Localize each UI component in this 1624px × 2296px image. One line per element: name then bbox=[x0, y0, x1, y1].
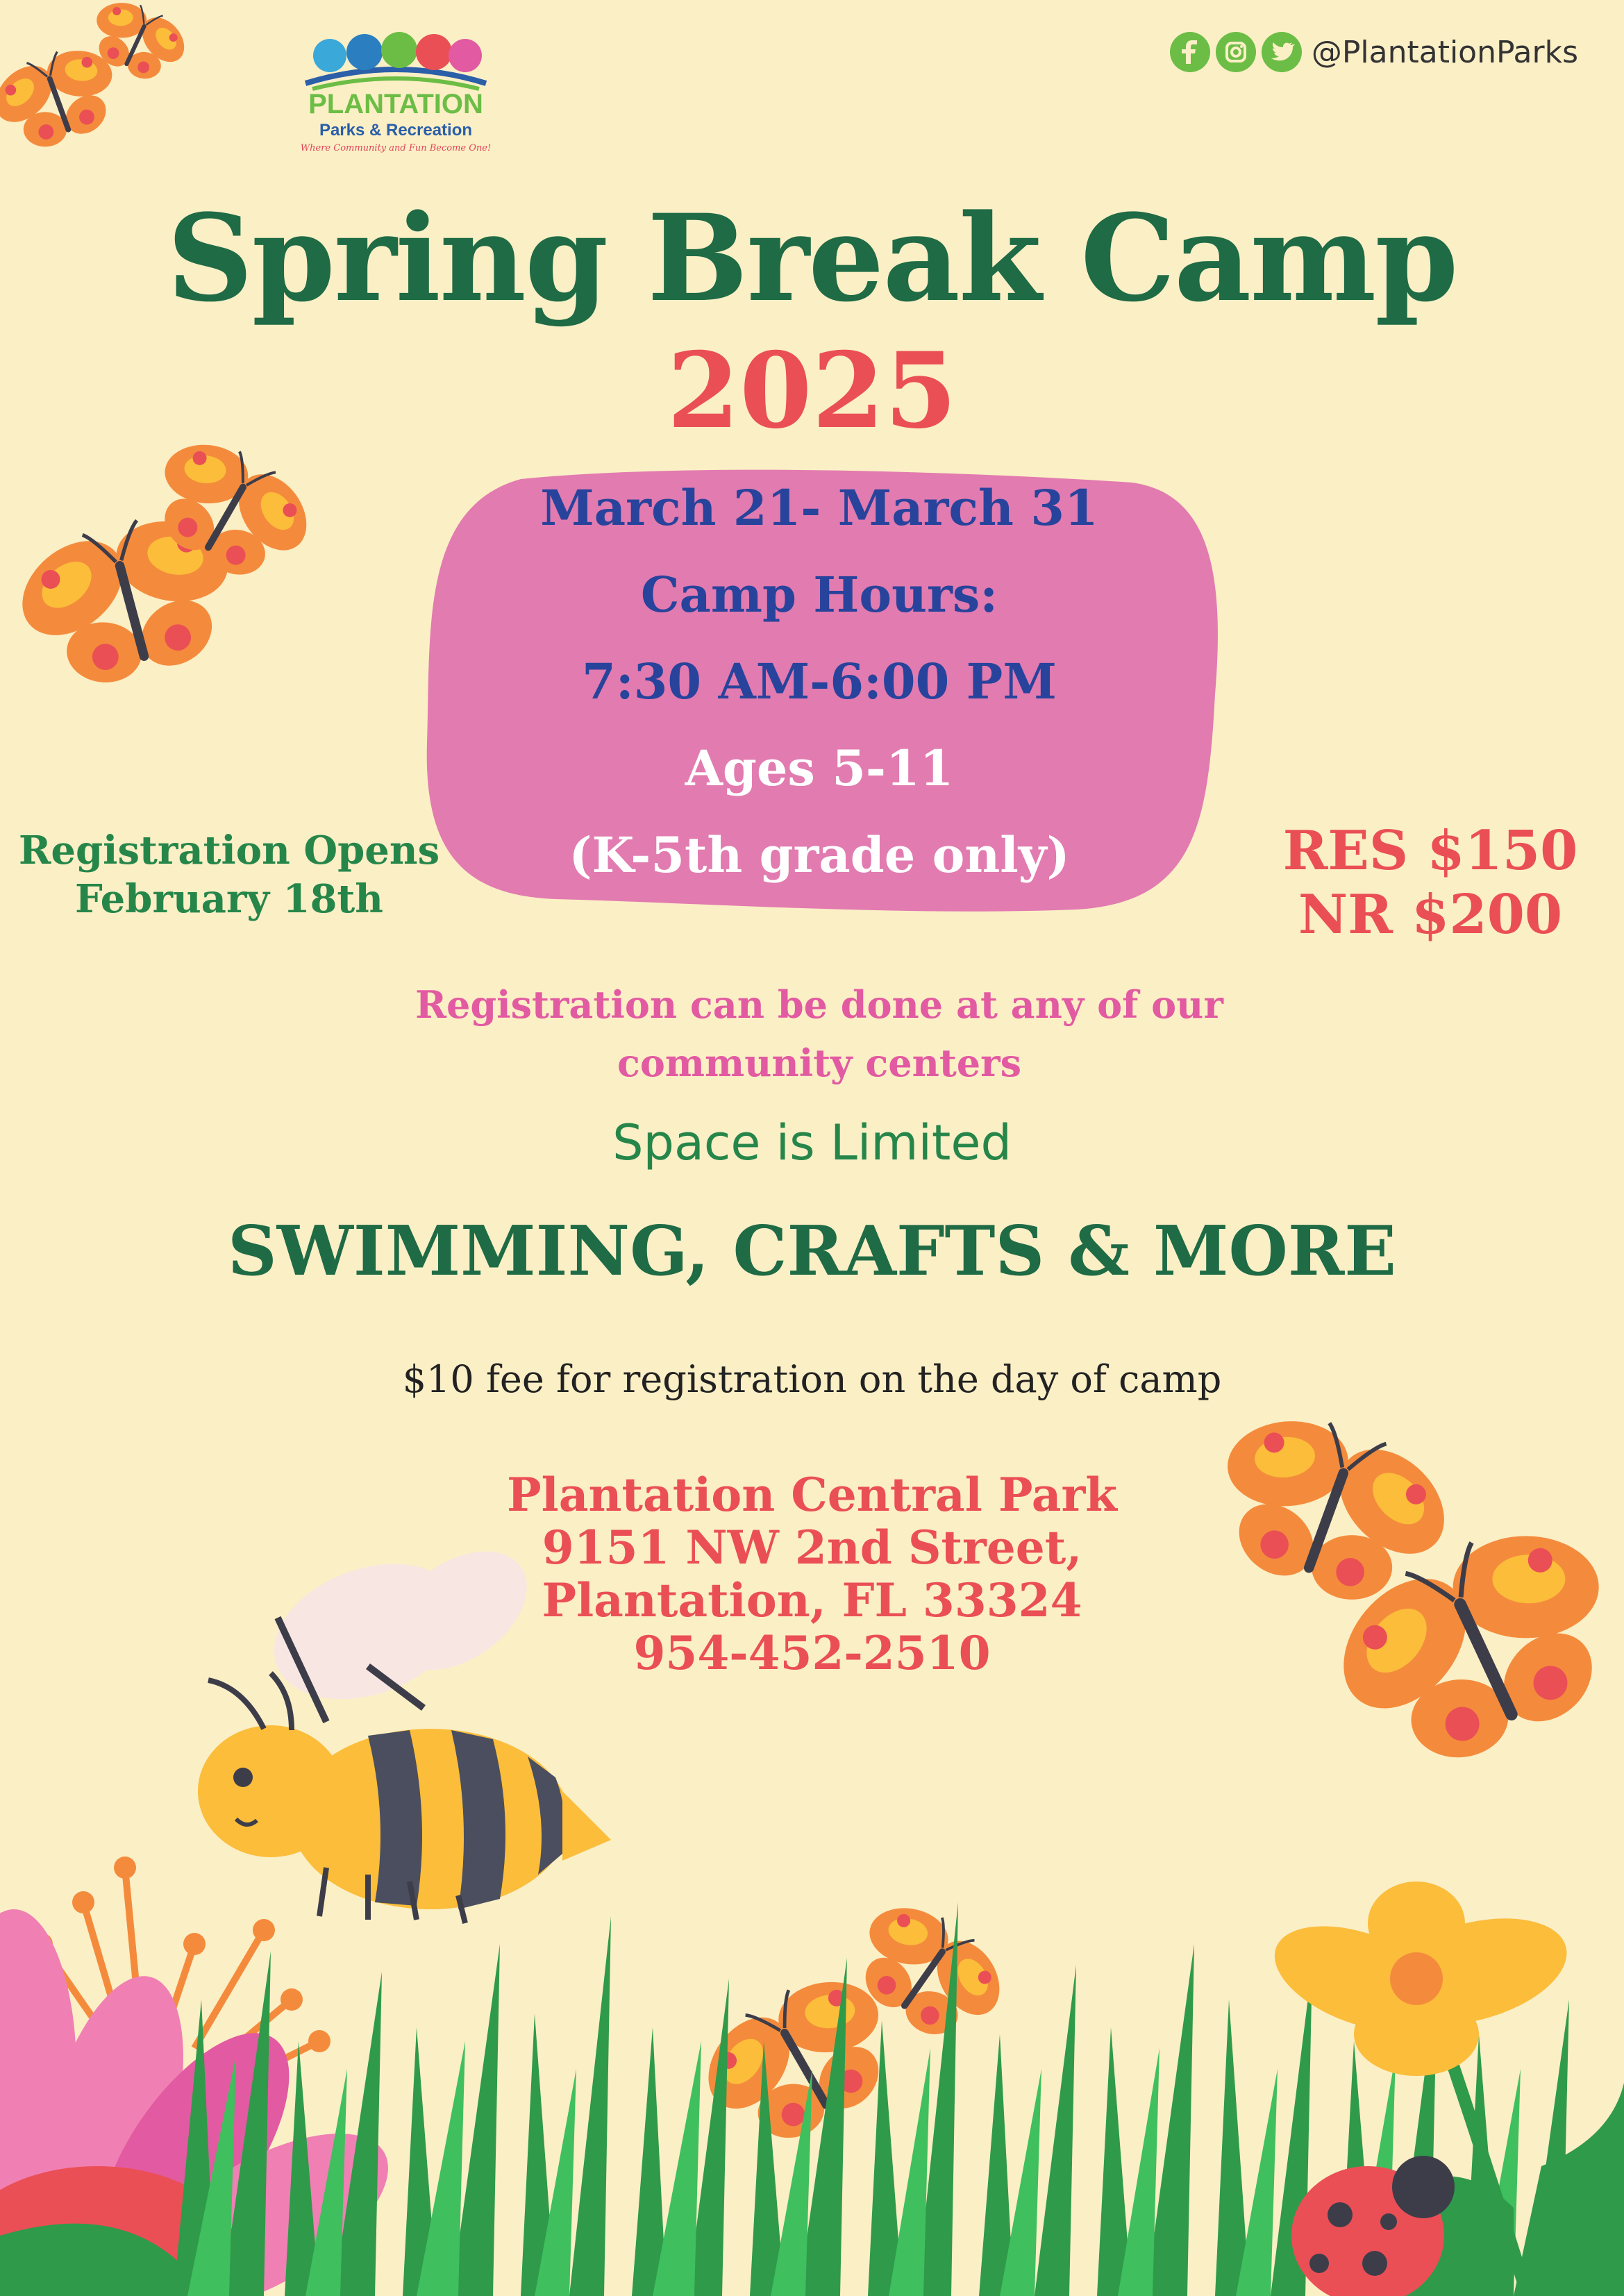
butterfly-icon bbox=[139, 437, 312, 597]
logo-name: PLANTATION bbox=[308, 89, 483, 119]
resident-price: RES $150 bbox=[1282, 819, 1578, 882]
registration-opens-date: February 18th bbox=[74, 876, 384, 922]
location-name: Plantation Central Park bbox=[507, 1468, 1117, 1522]
registration-note-line1: Registration can be done at any of our bbox=[415, 982, 1223, 1027]
logo-subtitle: Parks & Recreation bbox=[319, 121, 473, 140]
activities-heading: SWIMMING, CRAFTS & MORE bbox=[228, 1212, 1396, 1291]
flower-ladybug-illustration bbox=[1250, 1875, 1624, 2296]
twitter-icon[interactable] bbox=[1262, 32, 1302, 72]
pricing bbox=[1236, 819, 1624, 947]
logo-tagline: Where Community and Fun Become One! bbox=[300, 143, 492, 153]
camp-grades: (K-5th grade only) bbox=[569, 826, 1070, 884]
facebook-icon[interactable] bbox=[1170, 32, 1210, 72]
registration-note-line2: community centers bbox=[617, 1041, 1021, 1085]
plantation-logo bbox=[278, 21, 514, 167]
instagram-icon[interactable] bbox=[1216, 32, 1256, 72]
camp-ages: Ages 5-11 bbox=[685, 739, 954, 797]
social-handle[interactable]: @PlantationParks bbox=[1311, 34, 1578, 70]
social-links bbox=[1170, 31, 1578, 74]
butterfly-icon bbox=[76, 0, 194, 90]
space-limited-note: Space is Limited bbox=[612, 1114, 1012, 1171]
location-street: 9151 NW 2nd Street, bbox=[542, 1520, 1082, 1575]
location-phone[interactable]: 954-452-2510 bbox=[633, 1626, 991, 1680]
registration-opens-line1: Registration Opens bbox=[18, 828, 440, 873]
registration-note bbox=[347, 975, 1291, 1092]
camp-hours-label: Camp Hours: bbox=[640, 566, 998, 623]
page-title: Spring Break Camp bbox=[167, 187, 1457, 328]
registration-opens bbox=[0, 826, 458, 923]
day-of-fee-note: $10 fee for registration on the day of camp bbox=[402, 1357, 1222, 1401]
camp-dates: March 21- March 31 bbox=[540, 479, 1098, 537]
camp-hours: 7:30 AM-6:00 PM bbox=[582, 653, 1057, 710]
logo-emblem-icon bbox=[299, 28, 493, 90]
non-resident-price: NR $200 bbox=[1298, 883, 1563, 946]
location-city: Plantation, FL 33324 bbox=[542, 1573, 1082, 1627]
event-year: 2025 bbox=[667, 330, 957, 452]
